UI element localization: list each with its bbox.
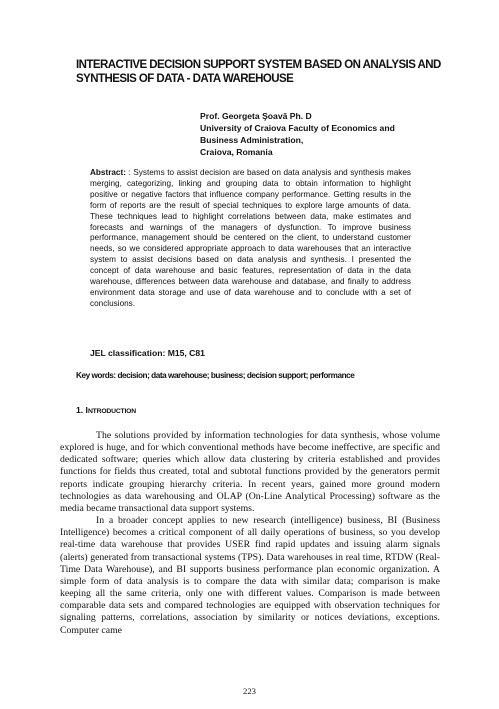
abstract-text: : Systems to assist decision are based on data analysis and synthesis makes merging, categorizing, linking and grouping data to obtain information to highlight positive or negative factors that influence company performance. Getting results in the form of reports are the result of special techniques to explore large amounts of data. These techniques lead to highlight correlations between data, make estimates and forecasts and warnings of the managers of dysfunction. To improve business performance, management should be centered on the client, to understand customer needs, so we considered appropriate approach to data warehouses that an interactive system to assist decisions based on data analysis and synthesis. I presented the concept of data warehouse and basic features, representation of data in the data warehouse, differences between data warehouse and database, and finally to address environment data storage and use of data warehouse and to conclude with a set of conclusions. bbox=[90, 168, 411, 308]
paper-title bbox=[76, 58, 441, 86]
page-number: 223 bbox=[243, 686, 256, 696]
author-name: Prof. Georgeta Şoavă Ph. D bbox=[200, 111, 312, 121]
section-number: 1. I bbox=[76, 405, 88, 415]
body-text bbox=[60, 430, 440, 637]
affiliation-line-2: Business Administration, bbox=[200, 135, 304, 145]
abstract bbox=[90, 168, 411, 310]
paragraph: In a broader concept applies to new research (intelligence) business, BI (Business Intelligence) becomes a critical component of all daily operations of business, so you develop real-time data warehouse that provides USER find rapid updates and issuing alarm signals (alerts) generated from transactional systems (TPS). Data warehouses in real time, RTDW (Real-Time Data Warehouse), and BI supports business performance plan economic organization. A simple form of data analysis is to compare the data with similar data; comparison is make keeping all the same criteria, only one with different values. Comparison is made between comparable data sets and compared technologies are equipped with observation techniques for signaling patterns, correlations, association by similarity or notices deviations, exceptions. Computer came bbox=[60, 515, 440, 636]
affiliation-line-1: University of Craiova Faculty of Economics and bbox=[200, 123, 395, 133]
author-block bbox=[200, 110, 440, 158]
paragraph: The solutions provided by information technologies for data synthesis, whose volume explored is huge, and for which conventional methods have become ineffective, are specific and dedicated software; queries which allow data clustering by criteria established and provides functions for fields thus created, total and subtotal functions provided by the generators permit reports indicate grouping hierarchy criteria. In recent years, gained more ground modern technologies as data warehousing and OLAP (On-Line Analytical Processing) software as the media became transactional data support systems. bbox=[60, 430, 440, 514]
section-heading bbox=[76, 405, 136, 415]
abstract-label: Abstract: bbox=[90, 168, 126, 177]
section-title: NTRODUCTION bbox=[87, 408, 136, 415]
keywords: Key words: decision; data warehouse; business; decision support; performance bbox=[76, 371, 355, 380]
title-line-2: SYNTHESIS OF DATA - DATA WAREHOUSE bbox=[76, 73, 294, 85]
jel-classification: JEL classification: M15, C81 bbox=[90, 348, 205, 358]
author-city: Craiova, Romania bbox=[200, 147, 273, 157]
title-line-1: INTERACTIVE DECISION SUPPORT SYSTEM BASED ON ANALYSIS AND bbox=[76, 59, 441, 71]
